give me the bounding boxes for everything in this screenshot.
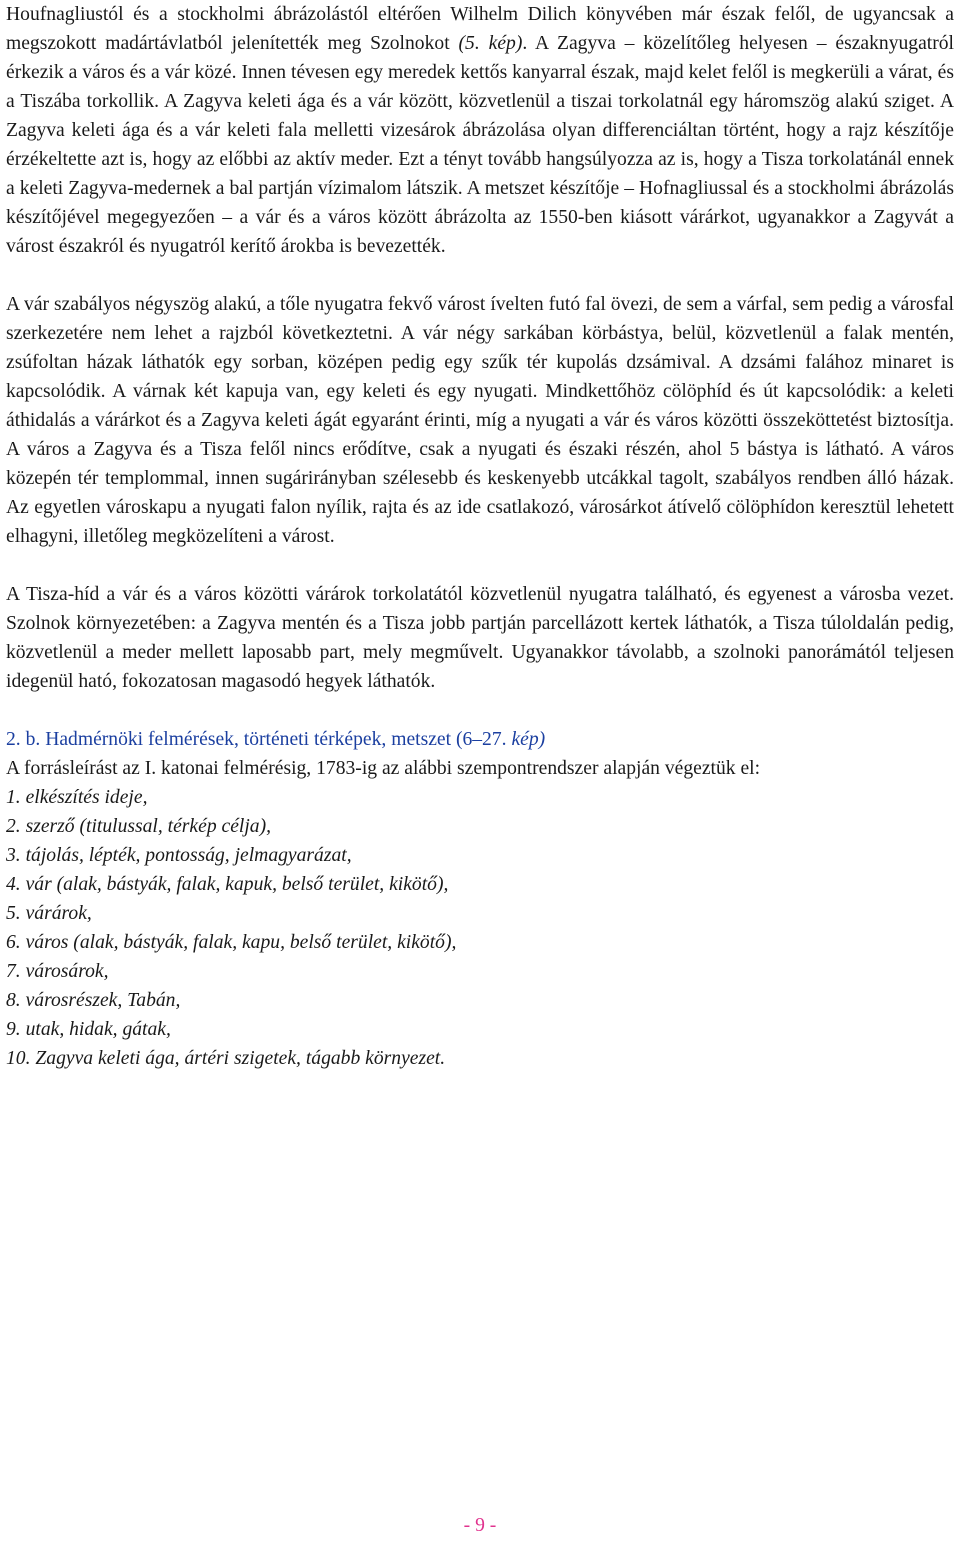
list-item: 4. vár (alak, bástyák, falak, kapuk, belső terület, kikötő), xyxy=(6,874,449,895)
list-item: 10. Zagyva keleti ága, ártéri szigetek, tágabb környezet. xyxy=(6,1048,446,1069)
paragraph-castle: A vár szabályos négyszög alakú, a tőle nyugatra fekvő várost ívelten futó fal övezi, de sem a várfal, sem pedig a városfal szerkezetére nem lehet a rajzból következtetni. A vár négy sarkában körbástya, belül, közvetlenül a falak mentén, zsúfoltan házak láthatók egy sorban, középen pedig egy szűk tér kupolás dzsámival. A dzsámi falához minaret is kapcsolódik. A várnak két kapuja van, egy keleti és egy nyugati. Mindkettőhöz cölöphíd és út kapcsolódik: a keleti áthidalás a várárkot és a Zagyva keleti ágát egyaránt érinti, míg a nyugati a vár és város közötti összeköttetést biztosítja. A város a Zagyva és a Tisza felől nincs erődítve, csak a nyugati és északi részén, ahol 5 bástya is látható. A város közepén tér templommal, innen sugárirányban szélesebb és keskenyebb utcákkal tagolt, szabályos rendben álló házak. Az egyetlen városkapu a nyugati falon nyílik, rajta és az ide csatlakozó, városárkot átívelő cölöphídon keresztül lehetett elhagyni, illetőleg megközelíteni a várost. xyxy=(6,294,954,547)
paragraph-text: Houfnagliustól és a stockholmi ábrázolástól eltérően Wilhelm Dilich könyvében már észak felől, de ugyancsak a megszokott madártávlatból jelenítették meg Szolnokot xyxy=(6,4,954,54)
criteria-list xyxy=(6,783,954,1073)
paragraph-text: . A Zagyva – közelítőleg helyesen – északnyugatról érkezik a város és a vár közé. Innen tévesen egy meredek kettős kanyarral észak, majd kelet felől is megkerüli a várat, és a Tiszába torkollik. A Zagyva keleti ága és a vár között, közvetlenül a tiszai torkolatnál egy háromszög alakú sziget. A Zagyva keleti ága és a vár keleti fala melletti vizesárok ábrázolása olyan differenciáltan történt, hogy a rajz készítője érzékeltette azt is, hogy az előbbi az aktív meder. Ezt a tényt tovább hangsúlyozza az is, hogy a Tisza torkolatánál ennek a keleti Zagyva-medernek a bal partján vízimalom látszik. A metszet készítője – Hofnagliussal és a stockholmi ábrázolás készítőjével megegyezően – a vár és a város között ábrázolta az 1550-ben kiásott várárkot, ugyanakkor a Zagyvát a várost északról és nyugatról kerítő árokba is bevezették. xyxy=(6,33,954,257)
paragraph-tisza-bridge: A Tisza-híd a vár és a város közötti várárok torkolatától közvetlenül nyugatra található, és egyenest a városba vezet. Szolnok környezetében: a Zagyva mentén és a Tisza jobb partján parcellázott kertek láthatók, a Tisza túloldalán pedig, közvetlenül a meder mellett laposabb part, mely megművelt. Ugyanakkor távolabb, a szolnoki panorámától teljesen idegenül ható, fokozatosan magasodó hegyek láthatók. xyxy=(6,584,954,692)
list-item: 7. városárok, xyxy=(6,961,109,982)
criteria-intro: A forrásleírást az I. katonai felmérésig, 1783-ig az alábbi szempontrendszer alapján végeztük el: xyxy=(6,758,761,779)
section-heading-ref: kép) xyxy=(511,729,546,750)
page-number: - 9 - xyxy=(463,1515,497,1536)
list-item: 2. szerző (titulussal, térkép célja), xyxy=(6,816,272,837)
list-item: 9. utak, hidak, gátak, xyxy=(6,1019,171,1040)
document-page xyxy=(6,0,954,1073)
section-heading-text: 2. b. Hadmérnöki felmérések, történeti térképek, metszet (6–27. xyxy=(6,729,512,750)
list-item: 1. elkészítés ideje, xyxy=(6,787,148,808)
section-heading xyxy=(6,725,954,754)
list-item: 5. várárok, xyxy=(6,903,92,924)
list-item: 8. városrészek, Tabán, xyxy=(6,990,181,1011)
paragraph-dilich xyxy=(6,0,954,261)
list-item: 3. tájolás, lépték, pontosság, jelmagyarázat, xyxy=(6,845,352,866)
list-item: 6. város (alak, bástyák, falak, kapu, belső terület, kikötő), xyxy=(6,932,457,953)
figure-reference: (5. kép) xyxy=(458,33,523,54)
